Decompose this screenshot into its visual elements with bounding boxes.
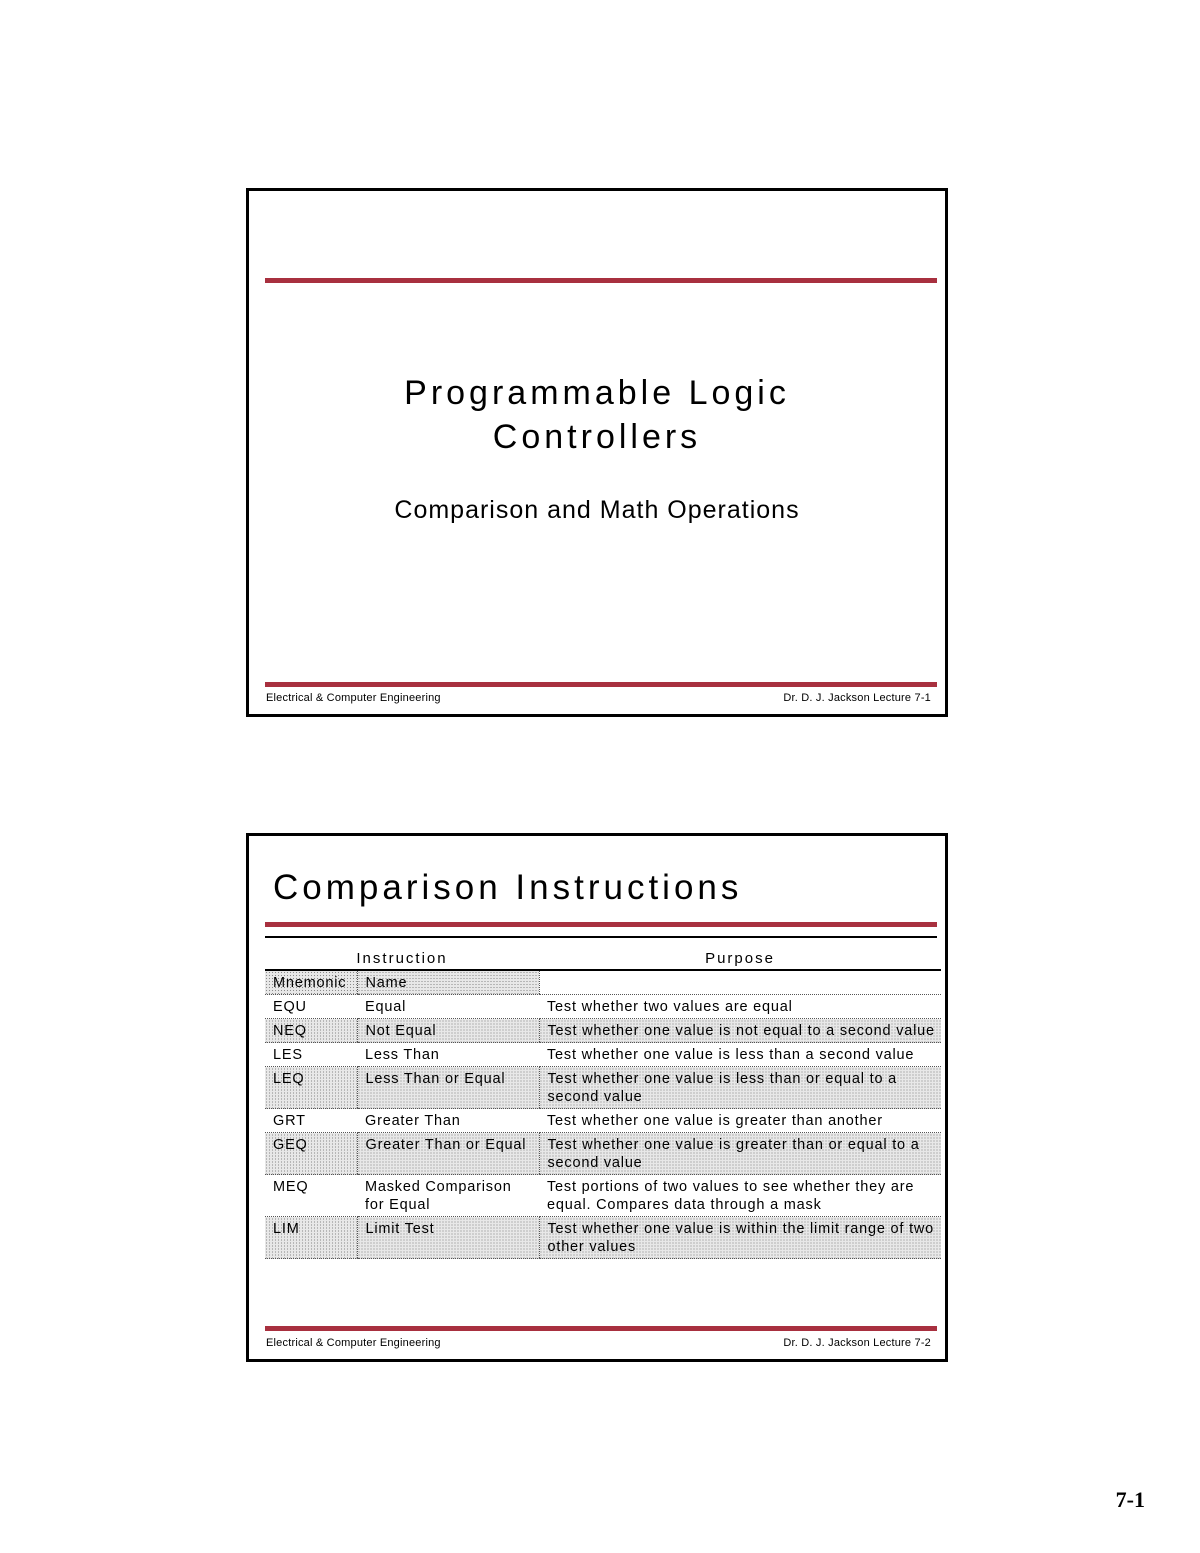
cell-name: Masked Comparison for Equal bbox=[365, 1179, 512, 1213]
cell-mnemonic: GRT bbox=[273, 1113, 306, 1129]
slide-subtitle: Comparison and Math Operations bbox=[394, 496, 800, 524]
slide-1 bbox=[246, 188, 948, 717]
cell-purpose: Test portions of two values to see whether they are equal. Compares data through a mask bbox=[547, 1179, 915, 1213]
comparison-table bbox=[265, 946, 941, 1259]
slide-2 bbox=[246, 833, 948, 1362]
cell-purpose: Test whether one value is less than or equal to a second value bbox=[539, 1067, 941, 1109]
slide-title bbox=[249, 371, 945, 459]
header-instruction: Instruction bbox=[265, 946, 539, 970]
cell-name: Less Than bbox=[365, 1047, 440, 1063]
page-number: 7-1 bbox=[1115, 1487, 1145, 1512]
subheader-row bbox=[265, 970, 941, 995]
cell-mnemonic: LES bbox=[273, 1047, 303, 1063]
cell-purpose: Test whether one value is within the limit range of two other values bbox=[539, 1217, 941, 1259]
cell-name: Greater Than or Equal bbox=[357, 1133, 539, 1175]
cell-purpose: Test whether one value is not equal to a second value bbox=[539, 1019, 941, 1043]
table-row bbox=[265, 995, 941, 1019]
table-row bbox=[265, 1133, 941, 1175]
footer-department: Electrical & Computer Engineering bbox=[266, 1337, 441, 1349]
footer-lecture: Dr. D. J. Jackson Lecture 7-1 bbox=[783, 692, 931, 704]
top-accent-bar bbox=[265, 278, 937, 283]
cell-mnemonic: EQU bbox=[273, 999, 307, 1015]
table-row bbox=[265, 1043, 941, 1067]
top-accent-bar bbox=[265, 922, 937, 927]
cell-mnemonic: GEQ bbox=[265, 1133, 357, 1175]
title-line-2: Controllers bbox=[492, 418, 702, 456]
col-name: Name bbox=[357, 970, 539, 995]
cell-purpose: Test whether two values are equal bbox=[547, 999, 793, 1015]
cell-name: Equal bbox=[365, 999, 407, 1015]
cell-name: Not Equal bbox=[357, 1019, 539, 1043]
cell-purpose: Test whether one value is less than a second value bbox=[547, 1047, 915, 1063]
col-mnemonic: Mnemonic bbox=[265, 970, 357, 995]
cell-mnemonic: MEQ bbox=[273, 1179, 309, 1195]
table-row bbox=[265, 1175, 941, 1217]
table-row bbox=[265, 1109, 941, 1133]
cell-name: Greater Than bbox=[365, 1113, 461, 1129]
bottom-accent-bar bbox=[265, 1326, 937, 1331]
footer-lecture: Dr. D. J. Jackson Lecture 7-2 bbox=[783, 1337, 931, 1349]
cell-purpose: Test whether one value is greater than or equal to a second value bbox=[539, 1133, 941, 1175]
table-header-row bbox=[265, 946, 941, 970]
cell-mnemonic: NEQ bbox=[265, 1019, 357, 1043]
cell-mnemonic: LIM bbox=[265, 1217, 357, 1259]
table-row bbox=[265, 1019, 941, 1043]
header-purpose: Purpose bbox=[539, 946, 941, 970]
cell-mnemonic: LEQ bbox=[265, 1067, 357, 1109]
cell-name: Limit Test bbox=[357, 1217, 539, 1259]
cell-purpose: Test whether one value is greater than another bbox=[547, 1113, 883, 1129]
cell-name: Less Than or Equal bbox=[357, 1067, 539, 1109]
table-row bbox=[265, 1067, 941, 1109]
bottom-accent-bar bbox=[265, 682, 937, 687]
table-row bbox=[265, 1217, 941, 1259]
footer-department: Electrical & Computer Engineering bbox=[266, 692, 441, 704]
slide-title: Comparison Instructions bbox=[273, 868, 743, 907]
title-line-1: Programmable Logic bbox=[404, 374, 790, 412]
table-top-rule bbox=[265, 936, 937, 938]
